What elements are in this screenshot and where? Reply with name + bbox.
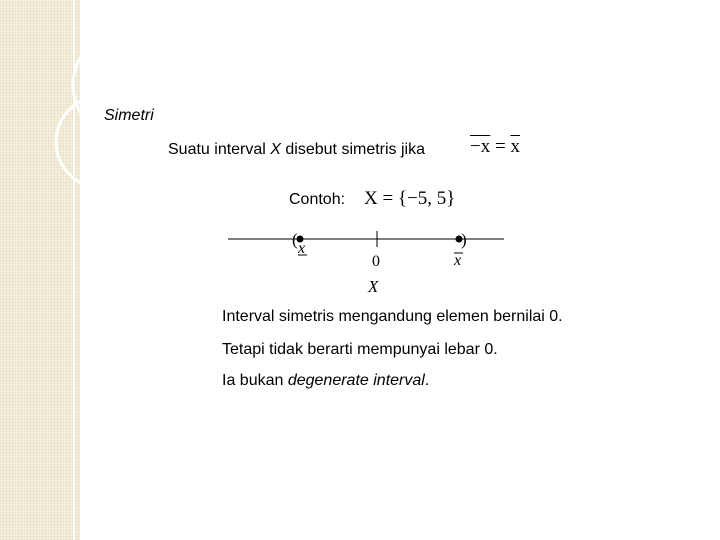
note-suffix: . — [424, 372, 430, 389]
definition-suffix: disebut simetris jika — [280, 141, 425, 158]
formula-neg-x: −x — [470, 136, 491, 157]
set-label: X — [368, 277, 379, 296]
slide-title: Simetri — [104, 107, 154, 124]
note-prefix: Ia bukan — [222, 372, 288, 389]
right-bracket: ) — [461, 230, 467, 249]
right-point-label: x — [454, 252, 462, 269]
formula-equals: = — [490, 136, 511, 157]
left-point-label: x — [298, 240, 306, 257]
formula-x: $\overline{x}$ — [510, 136, 520, 157]
note-emphasis: degenerate interval — [287, 372, 425, 389]
note-contains-zero: Interval simetris mengandung elemen bernilai 0. — [222, 308, 563, 325]
example-expression: X = {−5, 5} — [364, 188, 456, 209]
left-bracket: ( — [292, 230, 298, 249]
definition-prefix: Suatu interval — [168, 141, 271, 158]
definition-var: X — [270, 141, 281, 158]
note-not-degenerate — [222, 372, 429, 390]
zero-label: 0 — [372, 253, 380, 270]
example-label: Contoh: — [289, 191, 346, 208]
note-not-zero-width: Tetapi tidak berarti mempunyai lebar 0. — [222, 341, 498, 358]
